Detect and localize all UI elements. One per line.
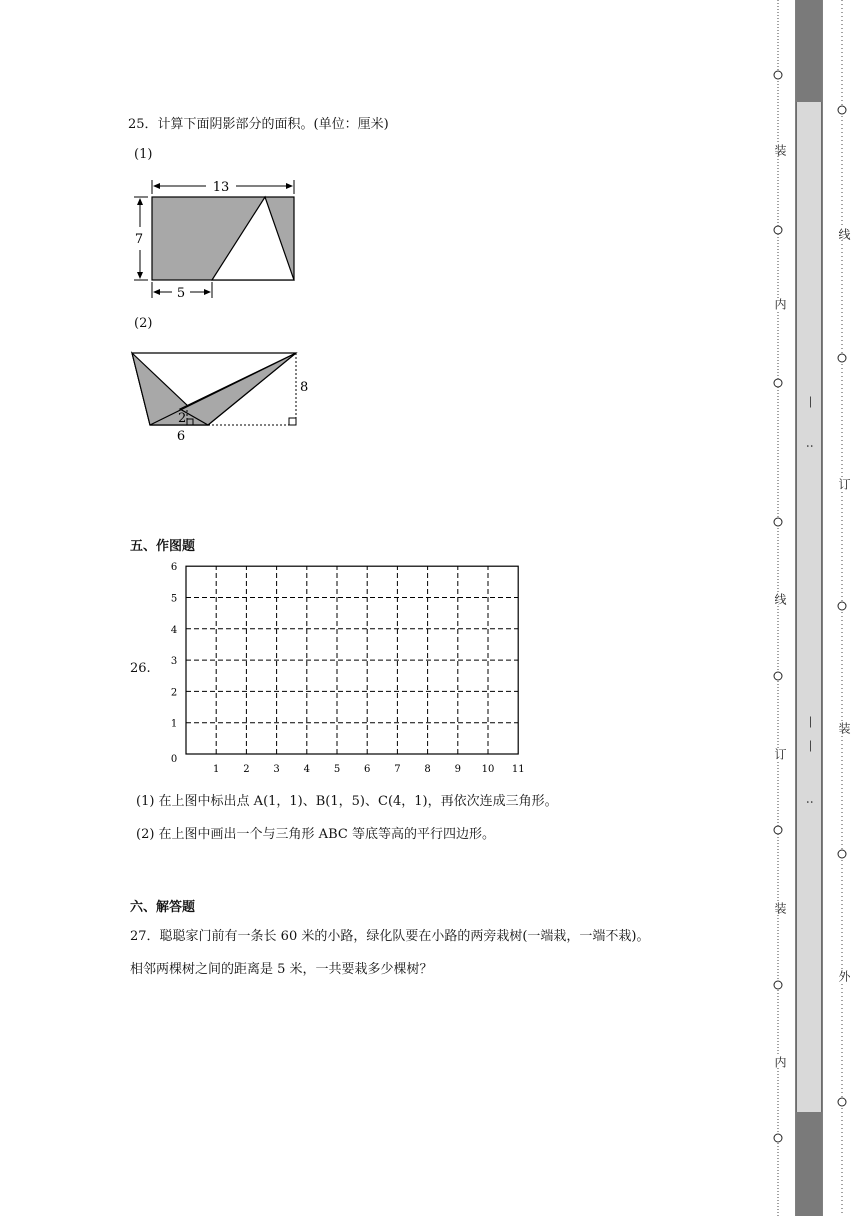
binding-inner-label-4: 订 <box>773 748 787 760</box>
binding-inner-label-6: 内 <box>773 1056 787 1068</box>
binding-outer-label-2: 订 <box>837 478 851 490</box>
q27-line1: 27．聪聪家门前有一条长 60 米的小路，绿化队要在小路的两旁栽树(一端栽，一端不栽)。 <box>130 929 650 944</box>
fig2-height-label: 8 <box>300 380 309 395</box>
q25-title: 25．计算下面阴影部分的面积。(单位：厘米) <box>128 117 389 132</box>
x-tick-label: 1 <box>213 764 220 775</box>
y-tick-label: 0 <box>170 754 178 765</box>
fig2-base-label: 6 <box>176 429 186 444</box>
fig2-small-label: 2 <box>178 411 187 426</box>
x-tick-label: 8 <box>424 764 431 775</box>
y-tick-label: 6 <box>170 562 178 574</box>
binding-inner-label-3: 线 <box>773 593 787 605</box>
q26-sub2: (2) 在上图中画出一个与三角形 ABC 等底等高的平行四边形。 <box>136 827 495 842</box>
y-tick-label: 3 <box>170 656 178 668</box>
x-tick-label: 4 <box>303 764 310 775</box>
q25-figure-1 <box>128 172 308 302</box>
fig1-bottom-label: 5 <box>176 286 186 301</box>
section-6-heading: 六、解答题 <box>130 900 196 915</box>
q25-part2-label: (2) <box>134 316 153 331</box>
binding-inner-label-5: 装 <box>773 902 787 914</box>
binding-side-label-3: — <box>804 716 818 728</box>
x-tick-label: 7 <box>394 764 401 775</box>
x-tick-label: 2 <box>243 764 250 775</box>
fig1-left-label: 7 <box>134 232 144 247</box>
q26-number: 26. <box>130 661 151 676</box>
q25-figure-2 <box>128 345 318 445</box>
binding-side-label-1: — <box>804 396 818 408</box>
binding-margin <box>758 0 860 1216</box>
x-tick-label: 3 <box>273 764 280 775</box>
binding-outer-label-3: 装 <box>837 722 851 734</box>
x-tick-label: 6 <box>364 764 371 775</box>
y-tick-label: 5 <box>170 593 178 605</box>
x-tick-label: 11 <box>511 764 525 775</box>
binding-side-label-4: : <box>804 800 818 805</box>
binding-outer-label-1: 线 <box>837 228 851 240</box>
binding-inner-label-2: 内 <box>773 298 787 310</box>
y-tick-label: 2 <box>170 687 178 699</box>
y-tick-label: 1 <box>170 718 178 730</box>
y-tick-label: 4 <box>170 624 178 636</box>
binding-side-label-2: : <box>804 444 818 449</box>
x-tick-label: 5 <box>333 764 341 775</box>
binding-inner-label-1: 装 <box>773 144 787 156</box>
section-5-heading: 五、作图题 <box>130 539 196 554</box>
q27-line2: 相邻两棵树之间的距离是 5 米，一共要栽多少棵树？ <box>130 962 433 977</box>
binding-side-label-5: — <box>804 740 818 752</box>
fig1-top-label: 13 <box>212 180 230 195</box>
x-tick-label: 10 <box>481 764 495 775</box>
x-tick-label: 9 <box>454 764 461 775</box>
q26-sub1: (1) 在上图中标出点 A(1，1)、B(1，5)、C(4，1)，再依次连成三角形。 <box>136 794 558 809</box>
q25-part1-label: (1) <box>134 147 153 162</box>
binding-outer-label-4: 外 <box>837 970 851 982</box>
q26-grid <box>160 556 530 778</box>
